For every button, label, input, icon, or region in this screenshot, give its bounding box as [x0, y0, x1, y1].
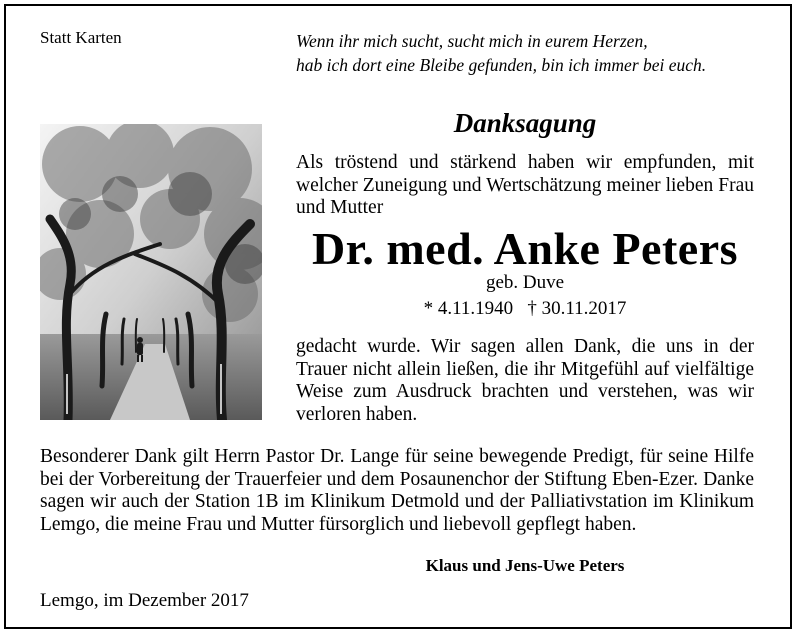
signature: Klaus und Jens-Uwe Peters [425, 556, 625, 575]
place-date: Lemgo, im Dezember 2017 [40, 590, 249, 611]
deceased-name: Dr. med. Anke Peters [311, 223, 739, 274]
tree-avenue-photo [40, 124, 262, 420]
thanks-paragraph: gedacht wurde. Wir sagen allen Dank, die uns in der Trauer nicht allein ließen, die ihr Mitgefühl auf vielfältige Weise zum Ausdruck brachten und verstehen, was wir verloren haben. [296, 336, 754, 425]
memorial-quote [296, 29, 706, 77]
quote-line-2: hab ich dort eine Bleibe gefunden, bin ich immer bei euch. [296, 55, 707, 75]
heading-danksagung: Danksagung [453, 108, 597, 138]
quote-line-1: Wenn ihr mich sucht, sucht mich in eurem Herzen, [296, 31, 648, 51]
intro-paragraph: Als tröstend und stärkend haben wir empfunden, mit welcher Zuneigung und Wertschätzung meiner lieben Frau und Mutter [296, 152, 754, 218]
statt-karten-label: Statt Karten [40, 28, 122, 47]
special-thanks-paragraph: Besonderer Dank gilt Herrn Pastor Dr. Lange für seine bewegende Predigt, für seine Hilfe bei der Vorbereitung der Trauerfeier und dem Posaunenchor der Stiftung Eben-Ezer. Danke sagen wir auch der Station 1B im Klinikum Detmold und der Palliativstation im Klinikum Lemgo, die meine Frau und Mutter fürsorglich und liebevoll gepflegt haben. [40, 446, 754, 535]
life-dates: * 4.11.1940 † 30.11.2017 [423, 298, 627, 319]
maiden-name: geb. Duve [485, 272, 565, 293]
